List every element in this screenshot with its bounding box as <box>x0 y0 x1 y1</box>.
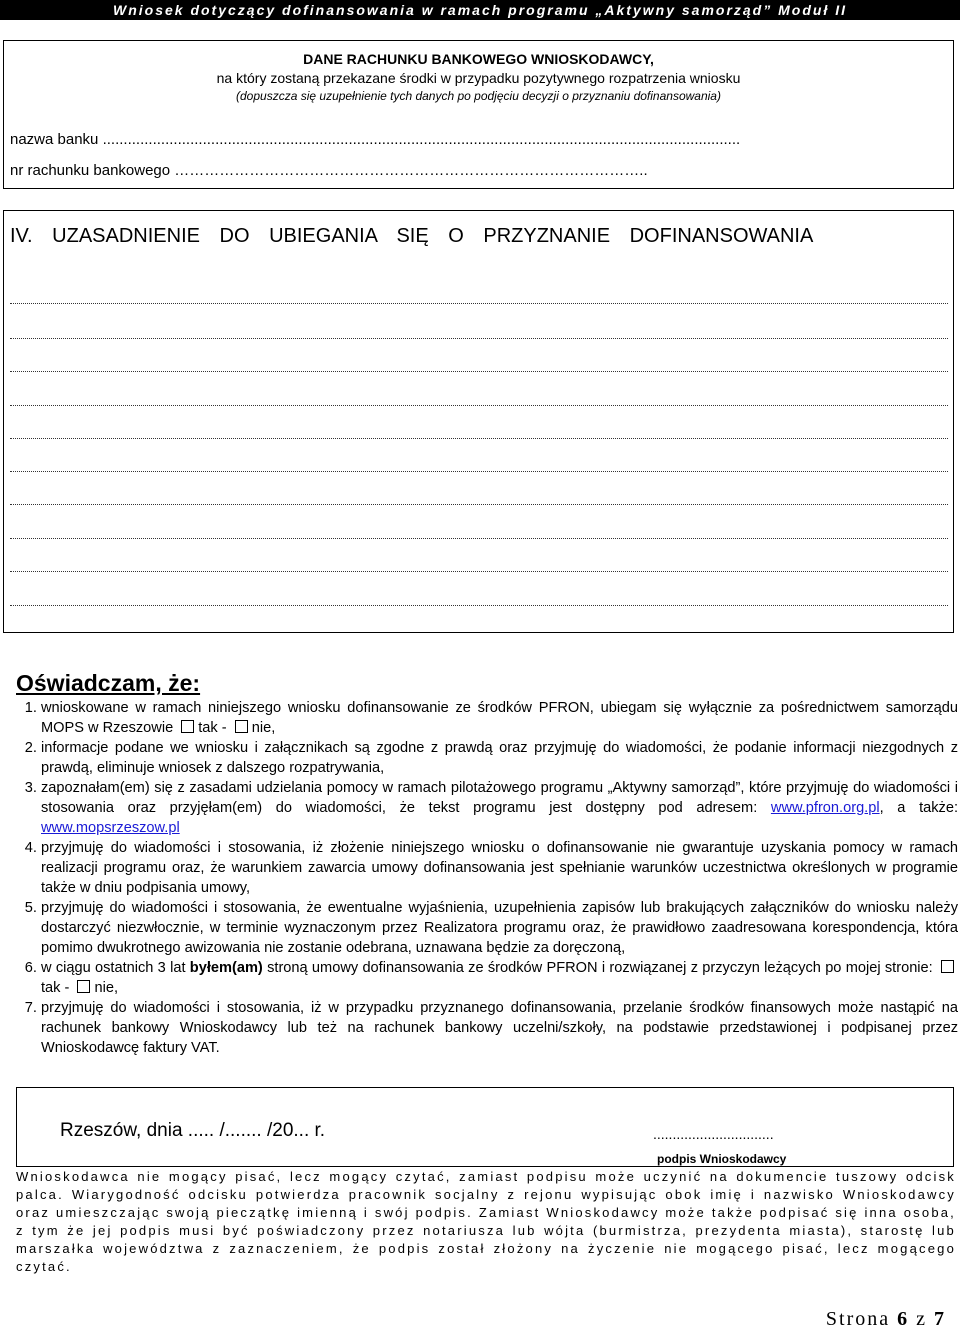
signature-label: podpis Wnioskodawcy <box>657 1152 787 1166</box>
dotted-line <box>10 538 948 539</box>
option-label: nie, <box>251 720 276 736</box>
dotted-line <box>10 371 948 372</box>
dotted-line <box>10 571 948 572</box>
signature-box <box>16 1087 954 1167</box>
list-item: 7. przyjmuję do wiadomości i stosowania, iż w przypadku przyznanego dofinansowania, przelanie środków finansowych może nastąpić na rachunek bankowy Wnioskodawcy lub też na rachunek bankowy uczelni/szkoły, na podstawie przedstawionej i podpisanej przez Wnioskodawcę faktury VAT. <box>41 998 958 1058</box>
dotted-line <box>10 504 948 505</box>
item-text: w ciągu ostatnich 3 lat <box>41 960 186 976</box>
bank-name-field[interactable]: nazwa banku ......................................................................................................................................................... <box>10 131 741 148</box>
list-item <box>41 778 958 838</box>
dotted-line <box>10 471 948 472</box>
dotted-line <box>10 605 948 606</box>
item-text: , a także: <box>879 800 959 816</box>
item-text: zapoznałam(em) się z zasadami udzielania pomocy w ramach pilotażowego programu „Aktywny samorząd”, które przyjmuję do wiadomości i stosowania oraz przyjęłam(em) do wiadomości, że tekst programu jest dostępny pod adresem: <box>41 780 958 816</box>
list-item: 2. informacje podane we wniosku i załącznikach są zgodne z prawdą oraz przyjmuję do wiadomości, że podanie informacji niezgodnych z prawdą, eliminuje wniosek z dalszego rozpatrywania, <box>41 738 958 778</box>
checkbox-nie[interactable] <box>77 980 90 993</box>
page-number <box>826 1308 946 1331</box>
pfron-link[interactable]: www.pfron.org.pl <box>770 800 880 816</box>
checkbox-tak[interactable] <box>941 960 954 973</box>
item-bold-text: byłem(am) <box>189 960 263 976</box>
checkbox-tak[interactable] <box>181 720 194 733</box>
declaration-heading: Oświadczam, że: <box>16 670 201 696</box>
list-item <box>41 698 958 738</box>
checkbox-nie[interactable] <box>235 720 248 733</box>
separator: - <box>64 980 70 996</box>
list-item: 5. przyjmuję do wiadomości i stosowania, że ewentualne wyjaśnienia, uzupełnienia zapisów lub brakujących załączników do wniosku należy dostarczyć niezwłocznie, w terminie wyznaczonym przez Realizatora programu oraz, że prawidłowo zaadresowana korespondencja, która pomimo dwukrotnego awizowania nie zostanie odebrana, uznawana będzie za doręczoną, <box>41 898 958 958</box>
dotted-line <box>10 303 948 304</box>
bank-title: DANE RACHUNKU BANKOWEGO WNIOSKODAWCY, <box>303 51 654 67</box>
page-total: 7 <box>934 1308 946 1330</box>
item-text: wnioskowane w ramach niniejszego wniosku dofinansowanie ze środków PFRON, ubiegam się wyłącznie za pośrednictwem samorządu MOPS w Rzeszowie <box>41 700 958 736</box>
list-item: 4. przyjmuję do wiadomości i stosowania, iż złożenie niniejszego wniosku o dofinansowanie nie gwarantuje uzyskania pomocy w ramach realizacji programu oraz, że warunkiem zawarcia umowy dofinansowania jest spełnianie warunków uczestnictwa określonych w programie także w dniu podpisania umowy, <box>41 838 958 898</box>
option-label: tak <box>41 980 61 996</box>
bank-subtitle: na który zostaną przekazane środki w przypadku pozytywnego rozpatrzenia wniosku <box>216 70 741 86</box>
section-title: IV. UZASADNIENIE DO UBIEGANIA SIĘ O PRZYZNANIE DOFINANSOWANIA <box>10 225 814 247</box>
page-label: Strona <box>825 1308 891 1330</box>
signature-line[interactable]: ............................... <box>653 1126 774 1142</box>
fingerprint-note: Wnioskodawca nie mogący pisać, lecz mogący czytać, zamiast podpisu może uczynić na dokumencie tuszowy odcisk palca. Wiarygodność odcisku potwierdza pracownik socjalny z rejonu wypisując obok imię i nazwisko Wnioskodawcy oraz umieszczając swoją pieczątkę imienną i swój podpis. Zamiast Wnioskodawcy może także podpisać się inna osoba, z tym że jej podpis musi być poświadczony przez notariusza lub wójta (burmistrza, prezydenta miasta), starostę lub marszałka województwa z zaznaczeniem, że podpis został złożony na życzenie nie mogącego pisać, lecz mogącego czytać. <box>16 1169 956 1274</box>
mops-link[interactable]: www.mopsrzeszow.pl <box>41 820 180 836</box>
separator: - <box>221 720 227 736</box>
signature-date[interactable]: Rzeszów, dnia ..... /....... /20... r. <box>60 1120 326 1141</box>
list-item <box>41 958 958 998</box>
document-header: Wniosek dotyczący dofinansowania w ramach programu „Aktywny samorząd” Moduł II <box>0 0 960 20</box>
dotted-line <box>10 405 948 406</box>
page-current: 6 <box>897 1308 910 1330</box>
justification-box[interactable] <box>3 210 954 633</box>
dotted-line <box>10 438 948 439</box>
account-number-field[interactable]: nr rachunku bankowego ………………………………………………………………………………….. <box>10 162 648 179</box>
item-text: stroną umowy dofinansowania ze środków PFRON i rozwiązanej z przyczyn leżących po mojej stronie: <box>267 960 933 976</box>
bank-note: (dopuszcza się uzupełnienie tych danych po podjęciu decyzji o przyznaniu dofinansowania) <box>236 89 721 103</box>
option-label: tak <box>198 720 218 736</box>
option-label: nie, <box>94 980 118 996</box>
page-of: z <box>916 1308 927 1330</box>
declaration-list <box>16 698 958 1058</box>
dotted-line <box>10 338 948 339</box>
